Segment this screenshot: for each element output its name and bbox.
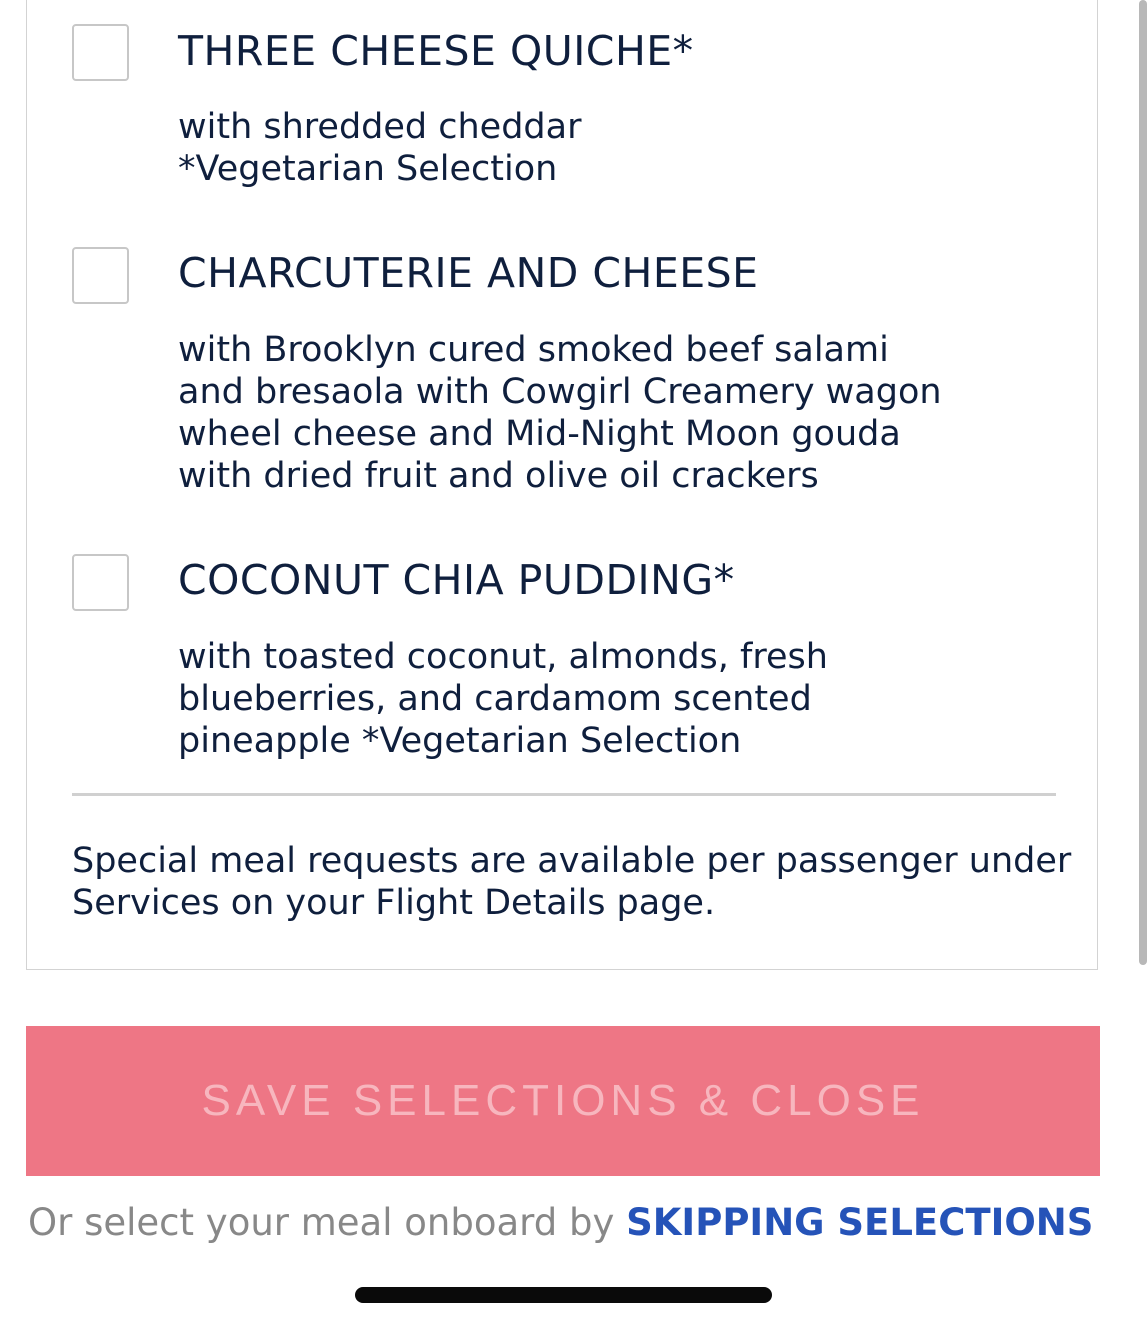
meal-title: COCONUT CHIA PUDDING* xyxy=(178,556,735,604)
meal-title: CHARCUTERIE AND CHEESE xyxy=(178,249,759,297)
skip-selections-row xyxy=(28,1200,1093,1246)
meal-description-line: pineapple *Vegetarian Selection xyxy=(178,721,742,761)
meal-description-line: wheel cheese and Mid-Night Moon gouda xyxy=(178,414,901,454)
skip-prefix-text: Or select your meal onboard by xyxy=(28,1201,627,1244)
meal-checkbox-three-cheese-quiche[interactable] xyxy=(72,24,129,81)
meal-description-line: with dried fruit and olive oil crackers xyxy=(178,456,819,496)
special-meal-note xyxy=(72,840,1071,924)
meal-selection-card xyxy=(26,0,1098,970)
section-divider xyxy=(72,793,1056,796)
special-meal-note-line: Special meal requests are available per passenger under xyxy=(72,841,1072,881)
meal-description-line: with Brooklyn cured smoked beef salami xyxy=(178,330,889,370)
scrollbar[interactable] xyxy=(1138,0,1148,965)
meal-description-line: blueberries, and cardamom scented xyxy=(178,679,812,719)
meal-description-line: with shredded cheddar xyxy=(178,107,582,147)
meal-title: THREE CHEESE QUICHE* xyxy=(178,27,694,75)
meal-description-line: *Vegetarian Selection xyxy=(178,149,558,189)
meal-checkbox-coconut-chia-pudding[interactable] xyxy=(72,554,129,611)
special-meal-note-line: Services on your Flight Details page. xyxy=(72,883,716,923)
skip-selections-link[interactable]: SKIPPING SELECTIONS xyxy=(626,1201,1094,1244)
meal-description-line: and bresaola with Cowgirl Creamery wagon xyxy=(178,372,942,412)
home-indicator-bar[interactable] xyxy=(355,1287,772,1303)
save-selections-button[interactable]: SAVE SELECTIONS & CLOSE xyxy=(26,1026,1100,1176)
scrollbar-thumb[interactable] xyxy=(1139,0,1147,965)
meal-checkbox-charcuterie-and-cheese[interactable] xyxy=(72,247,129,304)
meal-description-line: with toasted coconut, almonds, fresh xyxy=(178,637,828,677)
